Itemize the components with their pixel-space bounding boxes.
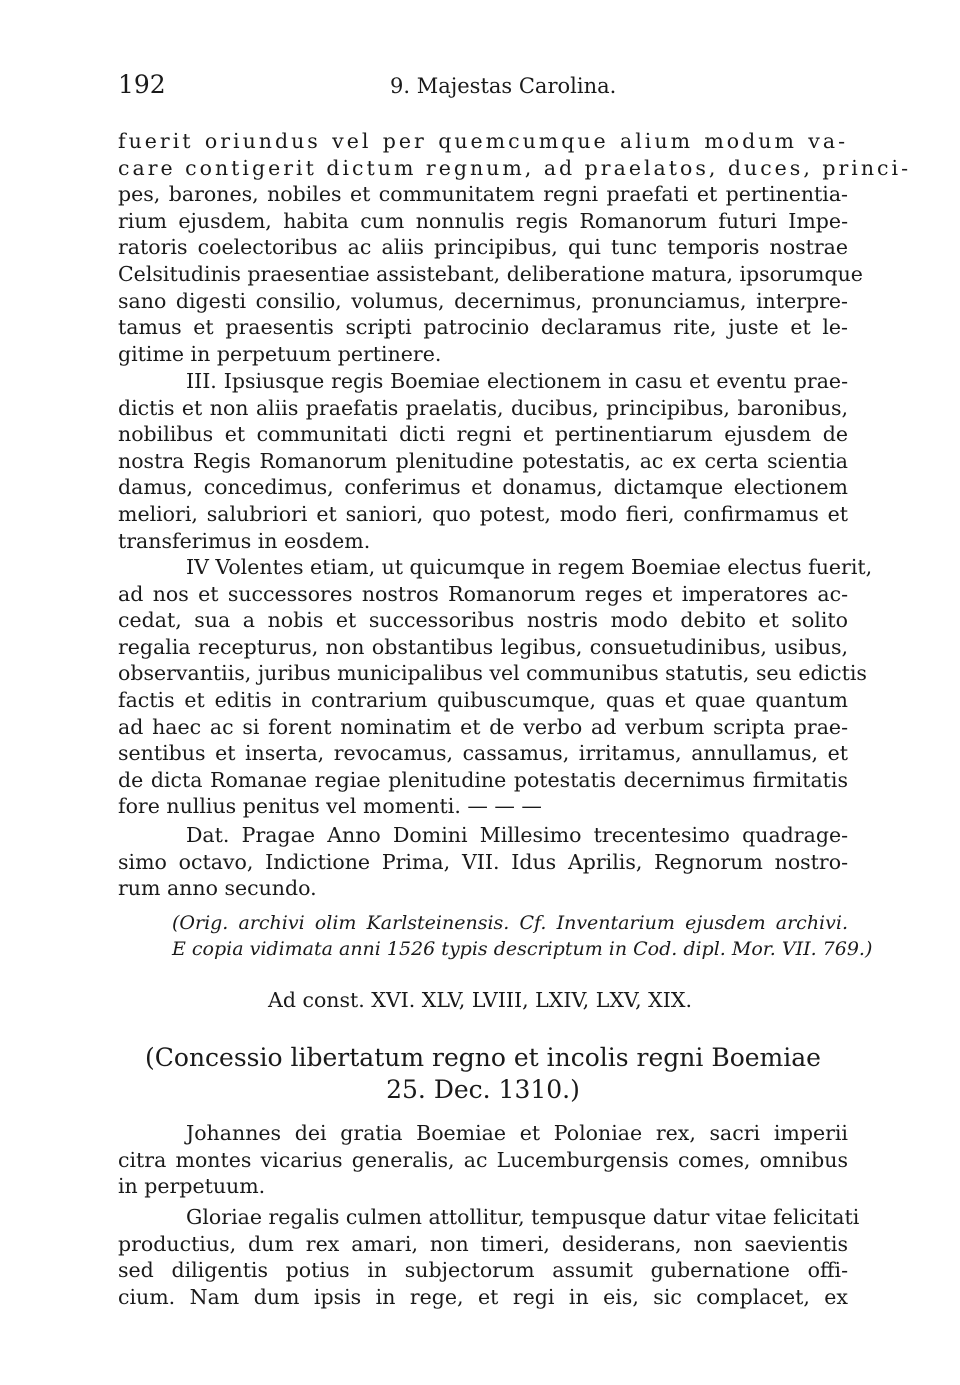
text-line: care contigerit dictum regnum, ad praelatos, duces, princi-: [118, 155, 912, 180]
page-header: [118, 70, 848, 106]
text-line: fuerit oriundus vel per quemcumque alium modum va-: [118, 129, 848, 153]
text-line: IV Volentes etiam, ut quicumque in regem Boemiae electus fuerit,: [186, 555, 873, 579]
paragraph-section-iv: [118, 554, 873, 820]
text-line: sentibus et inserta, revocamus, cassamus, irritamus, annullamus, et: [118, 741, 848, 766]
text-line: rium ejusdem, habita cum nonnulis regis Romanorum futuri Impe-: [118, 208, 848, 233]
text-line: regalia recepturus, non obstantibus legibus, consuetudinibus, usibus,: [118, 634, 848, 659]
note-line: (Orig. archivi olim Karlsteinensis. Cf. Inventarium ejusdem archivi.: [172, 912, 848, 934]
text-line: simo octavo, Indictione Prima, VII. Idus Aprilis, Regnorum nostro-: [118, 849, 848, 874]
cross-reference: Ad const. XVI. XLV, LVIII, LXIV, LXV, XIX.: [268, 988, 692, 1012]
text-line: ad nos et successores nostros Romanorum reges et imperatores ac-: [118, 581, 848, 606]
running-title: 9. Majestas Carolina.: [390, 74, 617, 98]
page-number: 192: [118, 70, 166, 99]
text-line: gitime in perpetuum pertinere.: [118, 341, 442, 366]
text-line: tamus et praesentis scripti patrocinio declaramus rite, juste et le-: [118, 315, 848, 340]
text-line: III. Ipsiusque regis Boemiae electionem in casu et eventu prae-: [186, 369, 848, 393]
paragraph-section-iii: [118, 368, 848, 554]
text-line: meliori, salubriori et saniori, quo potest, modo fieri, confirmamus et: [118, 501, 848, 526]
paragraph-arenga: [118, 1204, 860, 1310]
text-line: productius, dum rex amari, non timeri, desiderans, non saevientis: [118, 1231, 848, 1256]
text-line: Johannes dei gratia Boemiae et Poloniae rex, sacri imperii: [186, 1121, 848, 1145]
paragraph-intitulatio: [118, 1120, 848, 1200]
text-line: ad haec ac si forent nominatim et de verbo ad verbum scripta prae-: [118, 714, 848, 739]
text-line: sed diligentis potius in subjectorum assumit gubernatione offi-: [118, 1258, 848, 1283]
text-line: nostra Regis Romanorum plenitudine potestatis, ac ex certa scientia: [118, 448, 848, 473]
heading-line: (Concessio libertatum regno et incolis regni Boemiae: [145, 1043, 821, 1072]
text-line: ratoris coelectoribus ac aliis principibus, qui tunc temporis nostrae: [118, 235, 848, 260]
paragraph-dating-clause: [118, 822, 848, 902]
text-line: nobilibus et communitati dicti regni et pertinentiarum ejusdem de: [118, 422, 848, 447]
text-line: factis et editis in contrarium quibuscumque, quas et quae quantum: [118, 687, 848, 712]
heading-line: 25. Dec. 1310.): [386, 1075, 580, 1104]
text-line: Dat. Pragae Anno Domini Millesimo trecentesimo quadrage-: [186, 823, 848, 847]
text-line: citra montes vicarius generalis, ac Lucemburgensis comes, omnibus: [118, 1147, 848, 1172]
text-line: cedat, sua a nobis et successoribus nostris modo debito et solito: [118, 608, 848, 633]
text-line: de dicta Romanae regiae plenitudine potestatis decernimus firmitatis: [118, 767, 848, 792]
text-line: pes, barones, nobiles et communitatem regni praefati et pertinentia-: [118, 182, 848, 207]
text-line: damus, concedimus, conferimus et donamus, dictamque electionem: [118, 475, 848, 500]
text-line: rum anno secundo.: [118, 876, 317, 901]
paragraph-continuation: [118, 128, 912, 367]
document-heading: [118, 1042, 848, 1106]
source-note: [172, 910, 873, 962]
text-line: observantiis, juribus municipalibus vel communibus statutis, seu edictis: [118, 661, 867, 686]
text-line: Celsitudinis praesentiae assistebant, deliberatione matura, ipsorumque: [118, 261, 863, 286]
text-line: in perpetuum.: [118, 1174, 266, 1199]
text-line: transferimus in eosdem.: [118, 528, 371, 553]
text-line: Gloriae regalis culmen attollitur, tempusque datur vitae felicitati: [186, 1205, 860, 1229]
text-line: cium. Nam dum ipsis in rege, et regi in eis, sic complacet, ex: [118, 1284, 848, 1309]
text-line: fore nullius penitus vel momenti. — — —: [118, 794, 542, 819]
text-line: dictis et non aliis praefatis praelatis, ducibus, principibus, baronibus,: [118, 395, 848, 420]
note-line: E copia vidimata anni 1526 typis descriptum in Cod. dipl. Mor. VII. 769.): [172, 938, 873, 960]
text-line: sano digesti consilio, volumus, decernimus, pronunciamus, interpre-: [118, 288, 848, 313]
